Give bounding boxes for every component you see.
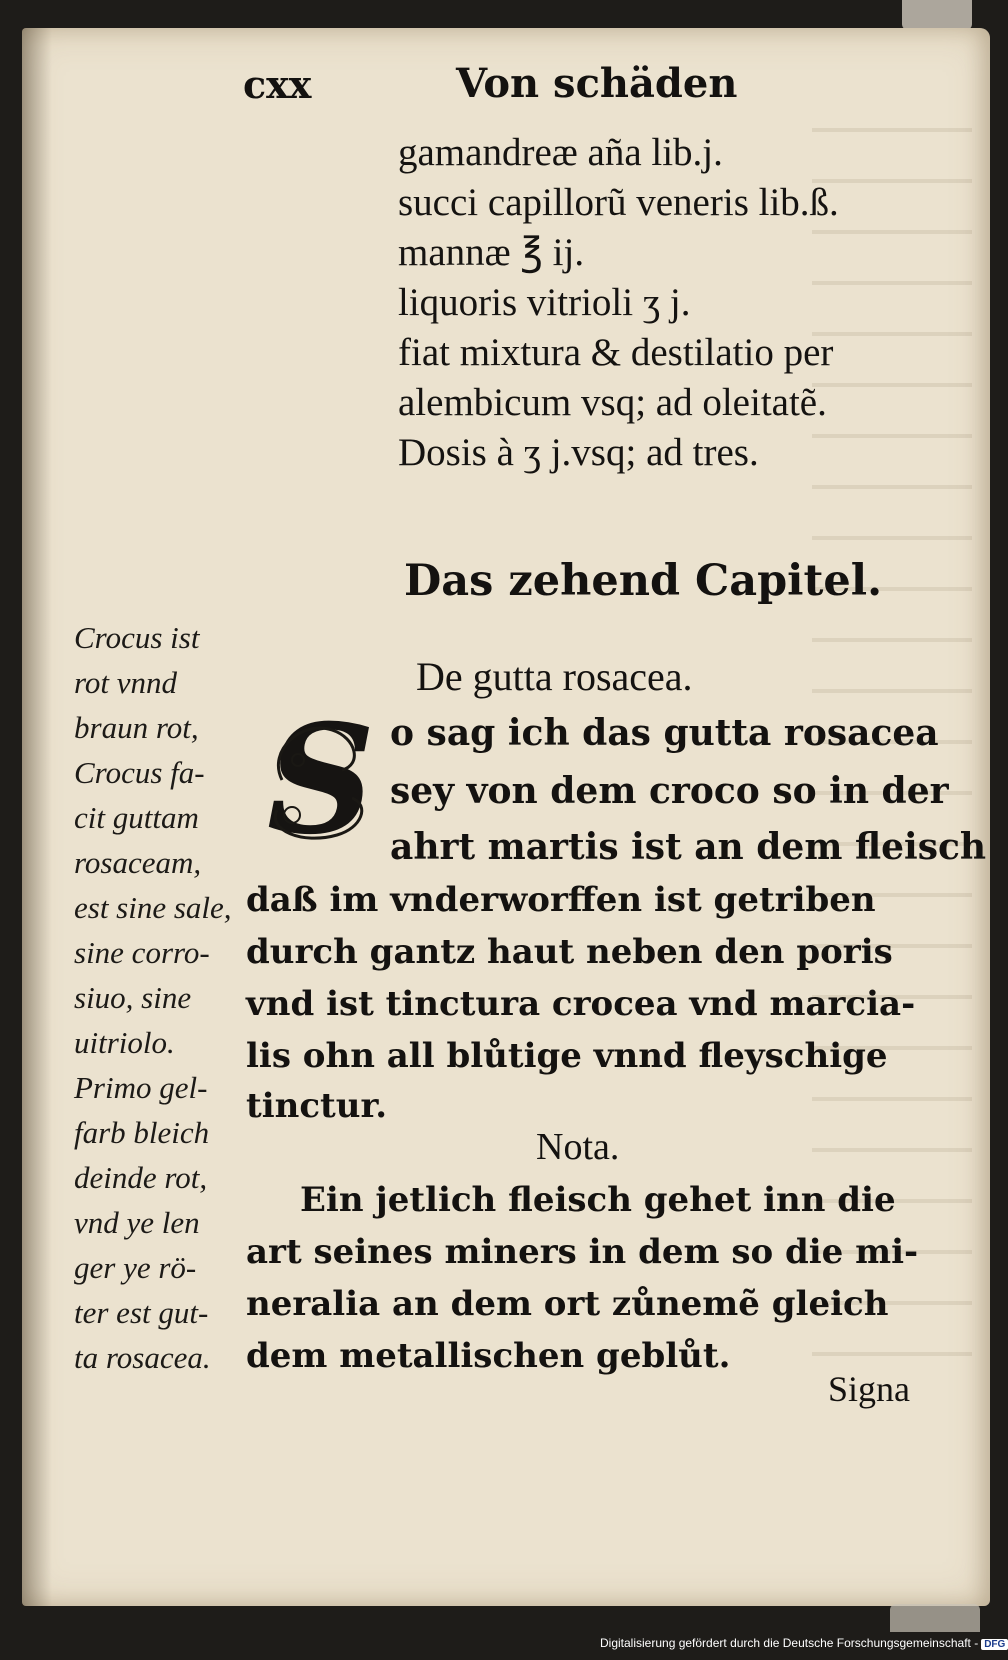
recipe-line: alembicum vsq; ad oleitatẽ. [398, 381, 827, 424]
margin-line: siuo, sine [74, 980, 192, 1015]
marginal-note [74, 615, 232, 1380]
margin-line: uitriolo. [74, 1025, 175, 1060]
margin-line: rot vnnd [74, 665, 178, 700]
dfg-logo: DFG [981, 1639, 1008, 1650]
catchword: Signa [828, 1369, 911, 1409]
recipe-block [398, 128, 839, 478]
margin-line: est sine sale, [74, 890, 232, 925]
binding-clip-bottom [890, 1604, 980, 1632]
nota-line: Ein jetlich fleisch gehet inn die [300, 1180, 896, 1220]
margin-line: ta rosacea. [74, 1340, 211, 1375]
margin-line: ter est gut- [74, 1295, 209, 1330]
page-gutter-shadow [22, 28, 52, 1606]
drop-cap-initial [262, 692, 380, 868]
margin-line: deinde rot, [74, 1160, 208, 1195]
margin-line: Crocus fa- [74, 755, 205, 790]
nota-line: art seines miners in dem so die mi- [246, 1232, 919, 1272]
margin-line: vnd ye len [74, 1205, 200, 1240]
nota-heading: Nota. [536, 1126, 620, 1168]
chapter-body-line: vnd ist tinctura crocea vnd marcia- [246, 984, 916, 1024]
recipe-line: mannæ ℥ ij. [398, 231, 585, 274]
margin-line: farb bleich [74, 1115, 210, 1150]
recipe-line: gamandreæ aña lib.j. [398, 131, 723, 174]
nota-line: dem metallischen geblůt. [246, 1336, 731, 1376]
chapter-body-line: o sag ich das gutta rosacea [390, 712, 939, 754]
recipe-line: Dosis à ʒ j.vsq; ad tres. [398, 431, 759, 474]
chapter-body-line: ahrt martis ist an dem fleisch [390, 826, 987, 868]
chapter-subtitle: De gutta rosacea. [416, 654, 693, 699]
digitization-credit [600, 1636, 1008, 1654]
chapter-body-line: lis ohn all blůtige vnnd fleyschige [246, 1036, 888, 1076]
nota-line: neralia an dem ort zůnemẽ gleich [246, 1284, 889, 1324]
drop-cap-flourish-icon [262, 710, 380, 850]
margin-line: Primo gel- [74, 1070, 208, 1105]
chapter-body-line: tinctur. [246, 1086, 388, 1126]
chapter-body-line: daß im vnderworffen ist getriben [246, 880, 876, 920]
chapter-body-line: durch gantz haut neben den poris [246, 932, 893, 972]
margin-line: braun rot, [74, 710, 199, 745]
recipe-line: succi capillorũ veneris lib.ß. [398, 181, 839, 224]
binding-clip-top [902, 0, 972, 30]
chapter-heading: Das zehend Capitel. [404, 556, 883, 606]
folio-number: cxx [243, 62, 312, 107]
margin-line: ger ye rö- [74, 1250, 197, 1285]
margin-line: cit guttam [74, 800, 199, 835]
margin-line: sine corro- [74, 935, 210, 970]
recipe-line: liquoris vitrioli ʒ j. [398, 281, 691, 324]
chapter-body-line: sey von dem croco so in der [390, 770, 949, 812]
margin-line: Crocus ist [74, 620, 200, 655]
running-head: Von schäden [456, 60, 738, 107]
margin-line: rosaceam, [74, 845, 202, 880]
drop-cap-letter: S [266, 692, 376, 868]
recipe-line: fiat mixtura & destilatio per [398, 331, 834, 374]
credit-text: Digitalisierung gefördert durch die Deutsche Forschungsgemeinschaft - [600, 1636, 979, 1650]
